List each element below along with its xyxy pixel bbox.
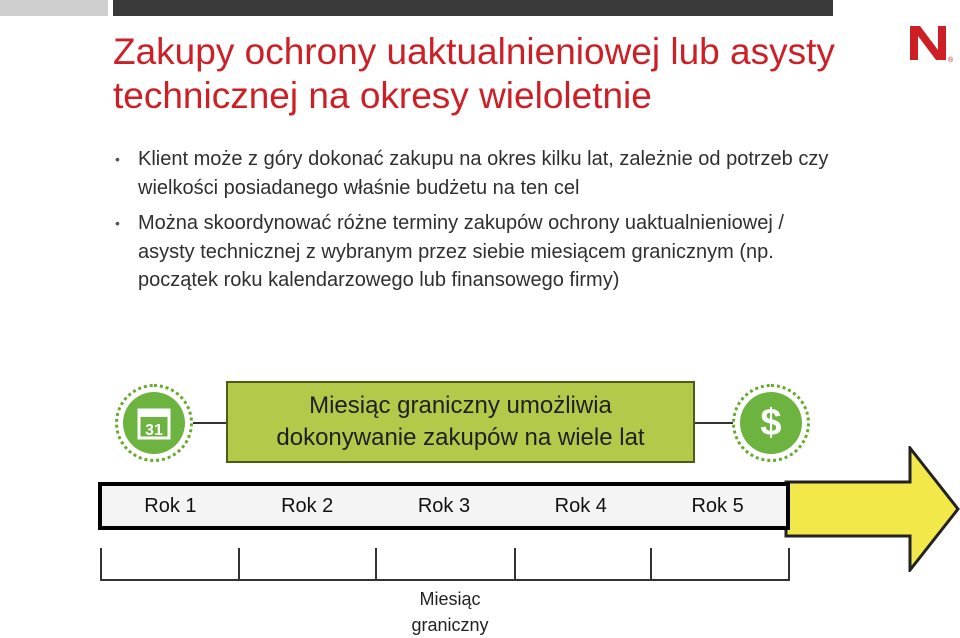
bullet-dot-icon: • xyxy=(115,151,120,167)
boundary-label-line-2: graniczny xyxy=(411,615,489,635)
callout-line-2: dokonywanie zakupów na wiele lat xyxy=(276,424,645,451)
callout-line-1: Miesiąc graniczny umożliwia xyxy=(309,392,612,419)
calendar-badge xyxy=(115,384,193,462)
timeline-baseline xyxy=(100,579,790,581)
novell-logo-icon xyxy=(906,20,956,64)
year-label: Rok 1 xyxy=(144,494,197,517)
timeline-tick xyxy=(238,548,240,580)
bullet-item xyxy=(113,145,833,202)
callout-box xyxy=(226,381,695,463)
year-label: Rok 4 xyxy=(554,494,607,517)
dollar-icon: $ xyxy=(760,401,782,444)
bullet-text: Można skoordynować różne terminy zakupów ochrony uaktualnieniowej / asysty technicznej z wybranym przez siebie miesiącem granicznym (np. początek roku kalendarzowego lub finansowego firmy) xyxy=(138,212,784,291)
timeline-tick xyxy=(100,548,102,580)
year-label: Rok 3 xyxy=(417,494,471,517)
boundary-label-line-1: Miesiąc xyxy=(419,589,481,609)
boundary-month-label xyxy=(380,586,520,638)
connector-right xyxy=(695,422,733,424)
top-bar-dark xyxy=(113,0,833,16)
timeline-tick xyxy=(514,548,516,580)
svg-text:®: ® xyxy=(948,57,954,64)
slide-title: Zakupy ochrony uaktualnieniowej lub asysty technicznej na okresy wieloletnie xyxy=(113,31,835,116)
connector-left xyxy=(193,422,226,424)
bullet-list xyxy=(113,145,833,302)
top-bar-light xyxy=(0,0,108,16)
bullet-text: Klient może z góry dokonać zakupu na okres kilku lat, zależnie od potrzeb czy wielkości posiadanego właśnie budżetu na ten cel xyxy=(138,148,829,199)
timeline-tick xyxy=(788,548,790,580)
timeline-tick xyxy=(375,548,377,580)
year-label: Rok 2 xyxy=(281,494,334,517)
calendar-icon xyxy=(136,405,172,441)
timeline-arrow-icon xyxy=(784,446,960,572)
timeline-tick xyxy=(650,548,652,580)
timeline-bar xyxy=(98,482,790,530)
bullet-dot-icon: • xyxy=(115,215,120,231)
calendar-day-text: 31 xyxy=(145,422,163,439)
year-label: Rok 5 xyxy=(691,494,744,517)
bullet-item xyxy=(113,209,833,295)
